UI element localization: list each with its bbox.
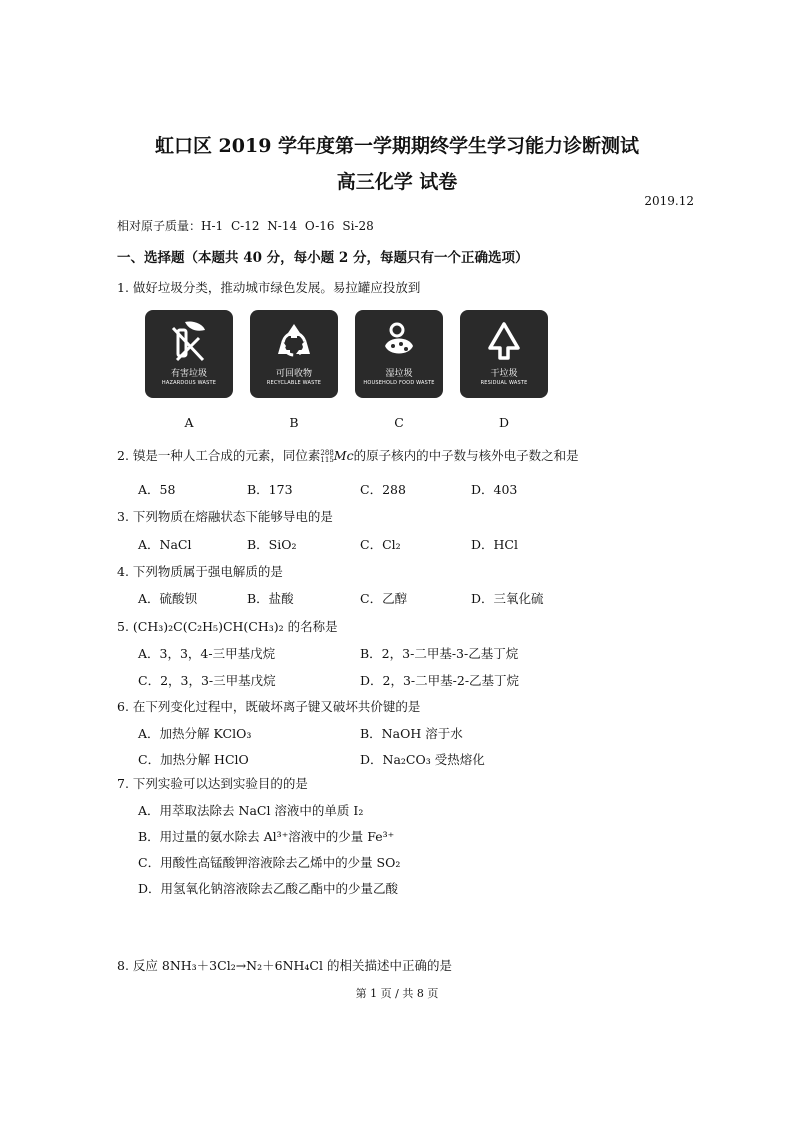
bin-label-en: RESIDUAL WASTE [480,380,528,386]
exam-subtitle: 高三化学 试卷 [336,171,458,193]
isotope-atomic-number: 115 [320,455,334,464]
question-5-option-d: D．2，3-二甲基-2-乙基丁烷 [360,673,520,688]
bin-label-en: HAZARDOUS WASTE [161,380,217,386]
option-letter-d: D [498,415,510,430]
question-8-stem: 8. 反应 8NH₃＋3Cl₂→N₂＋6NH₄Cl 的相关描述中正确的是 [117,958,452,973]
bin-recyclable [250,310,338,398]
question-5-stem: 5. (CH₃)₂C(C₂H₅)CH(CH₃)₂ 的名称是 [117,619,338,634]
question-5-option-c: C．2，3，3-三甲基戊烷 [138,673,276,688]
recycle-icon [274,318,314,364]
question-3-stem: 3. 下列物质在熔融状态下能够导电的是 [117,509,333,524]
question-4-option-c: C．乙醇 [360,591,408,606]
question-3-option-d: D．HCl [471,537,518,552]
page-footer: 第 1 页 / 共 8 页 [355,987,439,1000]
question-6-stem: 6. 在下列变化过程中，既破坏离子键又破坏共价键的是 [117,699,421,714]
question-6-option-a: A．加热分解 KClO₃ [138,726,252,741]
question-7-option-d: D．用氢氧化钠溶液除去乙酸乙酯中的少量乙酸 [138,881,399,896]
question-6-option-d: D．Na₂CO₃ 受热熔化 [360,752,485,767]
question-2-option-b: B．173 [247,482,293,497]
question-3-option-c: C．Cl₂ [360,537,401,552]
exam-date: 2019.12 [644,194,694,208]
question-4-option-d: D．三氧化硫 [471,591,544,606]
battery-icon [169,318,209,364]
question-6-option-b: B．NaOH 溶于水 [360,726,463,741]
food-waste-icon [379,318,419,364]
bin-food [355,310,443,398]
question-6-option-c: C．加热分解 HClO [138,752,249,767]
question-1-stem: 1. 做好垃圾分类，推动城市绿色发展。易拉罐应投放到 [117,280,421,295]
question-7-option-c: C．用酸性高锰酸钾溶液除去乙烯中的少量 SO₂ [138,855,401,870]
section-heading: 一、选择题（本题共 40 分，每小题 2 分，每题只有一个正确选项） [117,250,529,266]
bin-label-cn: 有害垃圾 [170,369,207,379]
atomic-masses: 相对原子质量：H-1 C-12 N-14 O-16 Si-28 [117,219,374,233]
question-4-stem: 4. 下列物质属于强电解质的是 [117,564,283,579]
option-letter-b: B [289,415,299,430]
question-7-option-a: A．用萃取法除去 NaCl 溶液中的单质 I₂ [138,803,364,818]
question-3-option-b: B．SiO₂ [247,537,297,552]
question-2-option-a: A．58 [138,482,176,497]
question-5-option-a: A．3，3，4-三甲基戊烷 [138,646,276,661]
bin-residual [460,310,548,398]
question-2-stem [117,446,579,464]
isotope-numbers [320,450,333,464]
question-2-option-c: C．288 [360,482,406,497]
bin-label-en: HOUSEHOLD FOOD WASTE [363,380,435,386]
question-2-stem-b: 的原子核内的中子数与核外电子数之和是 [353,448,579,463]
question-3-option-a: A．NaCl [138,537,192,552]
bin-label-en: RECYCLABLE WASTE [266,380,322,386]
question-2-stem-a: 2. 镆是一种人工合成的元素，同位素 [117,448,321,463]
question-5-option-b: B．2，3-二甲基-3-乙基丁烷 [360,646,519,661]
exam-title: 虹口区 2019 学年度第一学期期终学生学习能力诊断测试 [154,135,640,157]
question-4-option-b: B．盐酸 [247,591,294,606]
question-7-stem: 7. 下列实验可以达到实验目的的是 [117,776,308,791]
isotope-mass-number: 288 [320,448,334,457]
question-7-option-b: B．用过量的氨水除去 Al³⁺溶液中的少量 Fe³⁺ [138,829,395,844]
bin-label-cn: 湿垃圾 [385,369,413,379]
bin-label-cn: 干垃圾 [490,369,518,379]
residual-triangle-icon [484,318,524,364]
isotope-symbol: Mc [333,448,354,463]
option-letter-c: C [394,415,404,430]
question-2-option-d: D．403 [471,482,518,497]
question-4-option-a: A．硫酸钡 [138,591,198,606]
bin-hazardous [145,310,233,398]
option-letter-a: A [184,415,194,430]
bin-label-cn: 可回收物 [275,369,312,379]
